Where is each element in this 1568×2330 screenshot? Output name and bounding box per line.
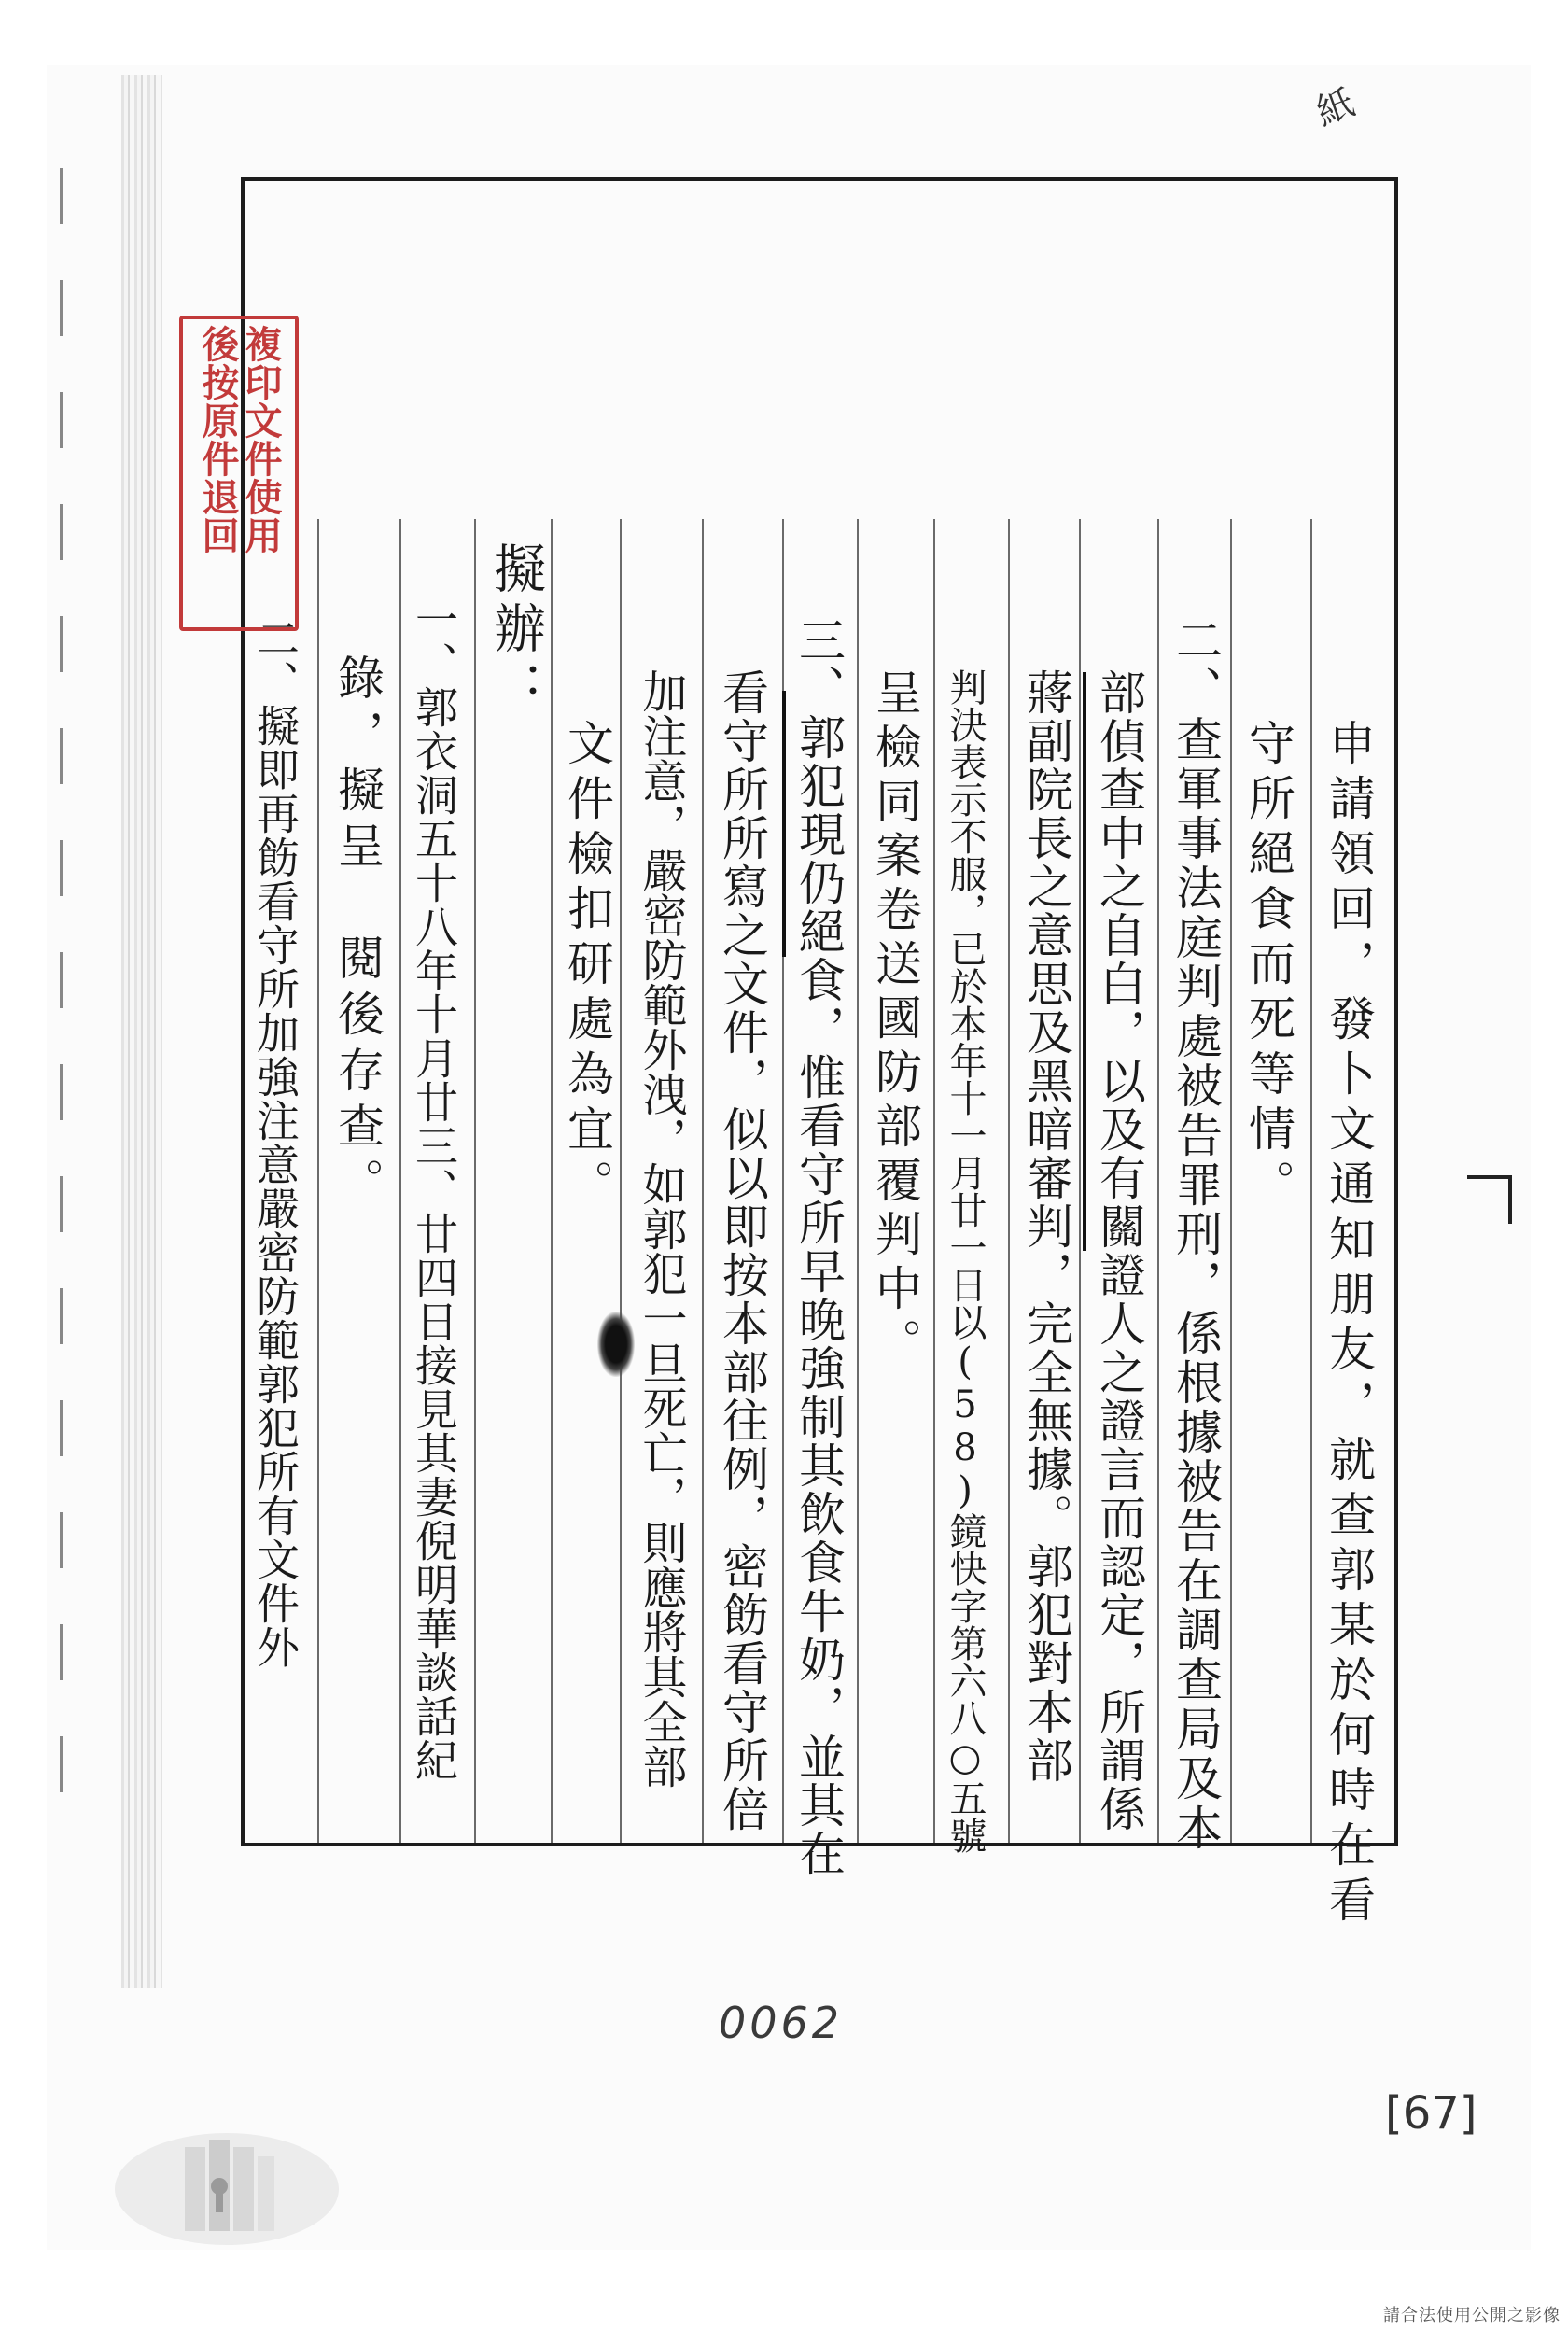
- stamp-text-left: 後按原件退回: [196, 325, 239, 554]
- scan-binding-stripe: [121, 75, 162, 1988]
- text-column: 蔣副院長之意思及黑暗審判，完全無據。郭犯對本部: [1019, 668, 1073, 1785]
- column-rule: [620, 519, 622, 1843]
- column-rule: [1157, 519, 1159, 1843]
- column-rule: [1079, 519, 1081, 1843]
- text-column: 擬辦：: [485, 541, 546, 721]
- column-rule: [857, 519, 859, 1843]
- text-column: 三、郭犯現仍絕食，惟看守所早晚強制其飲食牛奶，並其在: [791, 616, 846, 1878]
- column-rule: [317, 519, 319, 1843]
- column-rule: [551, 519, 553, 1843]
- scan-edge-line: [60, 168, 63, 1848]
- text-column: 守所絕食而死等情。: [1241, 719, 1295, 1214]
- folio-number: [67]: [1385, 2087, 1477, 2140]
- emphasis-line: [1083, 672, 1086, 1251]
- column-rule: [1310, 519, 1312, 1843]
- column-rule: [399, 519, 401, 1843]
- column-rule: [933, 519, 935, 1843]
- text-column: 申請領回，發卜文通知朋友，就查郭某於何時在看: [1322, 719, 1376, 1930]
- ink-blot: [597, 1312, 635, 1377]
- copy-usage-stamp: [179, 316, 299, 631]
- text-column: 加注意，嚴密防範外洩，如郭犯一旦死亡，則應將其全部: [635, 668, 687, 1789]
- text-column: 呈檢同案卷送國防部覆判中。: [868, 668, 922, 1372]
- emphasis-line: [782, 691, 786, 957]
- text-column: 錄，擬呈 閱後存查。: [330, 653, 385, 1214]
- text-column: 部偵查中之自白，以及有關證人之證言而認定，所謂係: [1092, 668, 1146, 1833]
- text-column: 一、郭衣洞五十八年十月廿三、廿四日接見其妻倪明華談話紀: [409, 597, 459, 1782]
- bracket-mark-icon: [1463, 1172, 1519, 1228]
- text-column: 文件檢扣研處為宜。: [560, 719, 614, 1214]
- text-column: 二、查軍事法庭判處被告罪刑，係根據被告在調查局及本: [1169, 616, 1223, 1853]
- page-number: 0062: [719, 1998, 844, 2048]
- column-rule: [474, 519, 476, 1843]
- text-column: 二、擬即再飭看守所加強注意嚴密防範郭犯所有文件外: [250, 616, 301, 1669]
- margin-mark-top: 紙: [1310, 81, 1361, 135]
- column-rule: [1230, 519, 1232, 1843]
- text-column: 判決表示不服，已於本年十一月廿一日以(58)鏡快字第六八○五號: [944, 668, 987, 1854]
- stamp-text-right: 複印文件使用: [239, 325, 282, 554]
- column-rule: [1008, 519, 1010, 1843]
- text-column: 看守所所寫之文件，似以即按本部往例，密飭看守所倍: [715, 668, 769, 1833]
- usage-footer: 請合法使用公開之影像: [1383, 2306, 1561, 2325]
- archive-logo-icon: [110, 2119, 343, 2250]
- column-rule: [702, 519, 704, 1843]
